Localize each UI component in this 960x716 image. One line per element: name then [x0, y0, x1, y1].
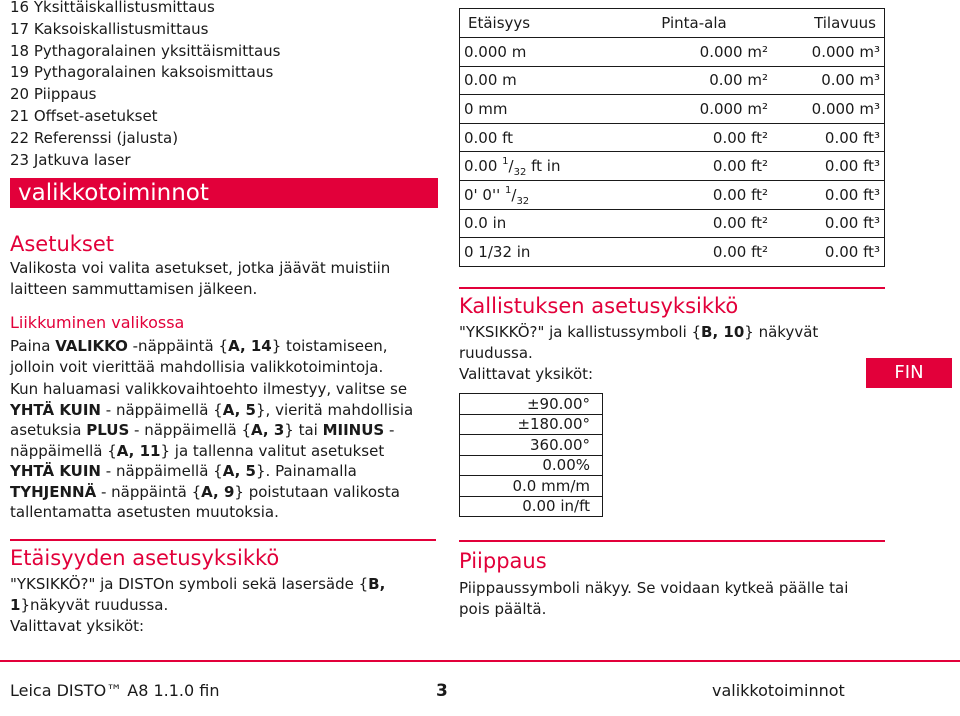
- table-row: [460, 66, 885, 95]
- table-cell: 0.00%: [460, 455, 603, 476]
- fraction-numerator: 1: [505, 184, 512, 196]
- key-ref: A, 14: [228, 337, 272, 355]
- column-header-area: Pinta-ala: [616, 9, 772, 38]
- footer-product: Leica DISTO™ A8 1.1.0 fin: [10, 681, 220, 700]
- text: 0' 0'': [464, 185, 505, 204]
- etaisyys-units-label: Valittavat yksiköt:: [10, 617, 145, 635]
- key-ref: A, 5: [222, 400, 256, 419]
- fraction-denominator: 32: [516, 195, 530, 207]
- text: } tai: [284, 421, 323, 439]
- asetukset-title: Asetukset: [10, 232, 115, 256]
- table-cell: 0.0 mm/m: [460, 476, 603, 497]
- table-row: [460, 180, 885, 209]
- text: ft in: [526, 157, 561, 176]
- table-row: [460, 152, 885, 181]
- piippaus-text: Piippaussymboli näkyy. Se voidaan kytkeä päälle tai pois päältä.: [459, 579, 849, 618]
- text: }, vieritä mahdollisia asetuksia: [10, 400, 414, 439]
- key-name: VALIKKO: [55, 337, 128, 355]
- table-cell: 0.00 ft³: [772, 180, 885, 209]
- table-cell: 0.00 ft³: [772, 238, 885, 267]
- table-cell: 0.000 m³: [772, 95, 885, 124]
- key-ref: B, 10: [701, 323, 745, 341]
- list-item: 18 Pythagoralainen yksittäismittaus: [10, 41, 281, 60]
- footer-section: valikkotoiminnot: [712, 681, 845, 700]
- text: - näppäimellä {: [101, 400, 223, 419]
- text: } toistamiseen, jolloin voit vierittää mahdollisia valikkotoimintoja.: [10, 337, 388, 376]
- page-number: 3: [436, 681, 448, 701]
- text: "YKSIKKÖ?" ja kallistussymboli {: [459, 323, 702, 341]
- list-item: 21 Offset-asetukset: [10, 106, 158, 125]
- text: 0.00: [464, 157, 503, 176]
- section-rule: [10, 539, 436, 541]
- text: - näppäimellä {: [10, 421, 395, 460]
- text: }. Painamalla: [255, 462, 357, 480]
- language-badge: FIN: [866, 358, 952, 388]
- table-header-row: [460, 9, 885, 38]
- text: }näkyvät ruudussa.: [20, 595, 169, 614]
- key-name: MIINUS: [322, 421, 385, 439]
- table-row: [460, 123, 885, 152]
- table-cell: 0.00 ft: [460, 123, 617, 152]
- key-name: PLUS: [86, 421, 130, 439]
- table-row: [460, 394, 603, 415]
- section-heading-bar: valikkotoiminnot: [10, 178, 438, 208]
- table-cell: 0.00 m²: [616, 66, 772, 95]
- key-name: YHTÄ KUIN: [10, 462, 101, 480]
- table-cell: 0.00 in/ft: [460, 496, 603, 517]
- etaisyys-description: [10, 574, 430, 615]
- table-row: [460, 435, 603, 456]
- section-rule: [459, 540, 885, 542]
- table-row: [460, 209, 885, 238]
- key-ref: A, 3: [251, 421, 285, 439]
- piippaus-title: Piippaus: [459, 549, 547, 573]
- table-row: [460, 38, 885, 67]
- table-cell: 360.00°: [460, 435, 603, 456]
- table-cell: 0.000 m: [460, 38, 617, 67]
- text: - näppäimellä {: [101, 462, 223, 480]
- table-row: [460, 476, 603, 497]
- table-cell: 0.00 ft²: [616, 152, 772, 181]
- table-row: [460, 95, 885, 124]
- list-item: 22 Referenssi (jalusta): [10, 128, 179, 147]
- liikkuminen-paragraph-1: [10, 336, 430, 377]
- list-item: 17 Kaksoiskallistusmittaus: [10, 19, 209, 38]
- table-cell: 0.00 m³: [772, 66, 885, 95]
- table-row: [460, 238, 885, 267]
- kallistus-units-label: Valittavat yksiköt:: [459, 365, 594, 383]
- key-name: TYHJENNÄ: [10, 482, 97, 501]
- column-header-distance: Etäisyys: [460, 9, 617, 38]
- table-cell: 0.00 ft³: [772, 123, 885, 152]
- table-cell: 0.0 in: [460, 209, 617, 238]
- footer-rule: [0, 660, 960, 662]
- table-cell: 0.00 ft²: [616, 238, 772, 267]
- table-cell: 0.00 m: [460, 66, 617, 95]
- liikkuminen-paragraph-2: [10, 379, 430, 523]
- tilt-units-table: [459, 393, 603, 517]
- text: - näppäimellä {: [129, 421, 252, 439]
- key-ref: A, 5: [222, 462, 256, 480]
- key-ref: A, 9: [201, 482, 235, 501]
- table-row: [460, 496, 603, 517]
- units-table: [459, 8, 885, 267]
- menu-function-list: [10, 0, 281, 171]
- text: "YKSIKKÖ?" ja DISTOn symboli sekä lasersäde {: [10, 575, 369, 593]
- table-row: [460, 414, 603, 435]
- table-cell: 0 mm: [460, 95, 617, 124]
- table-cell: 0.000 m³: [772, 38, 885, 67]
- text: -näppäintä {: [127, 337, 229, 355]
- fraction-denominator: 32: [513, 167, 527, 179]
- table-cell: 0.00 $^1/_{32}$ ft in: [460, 152, 617, 181]
- section-rule: [459, 287, 885, 289]
- asetukset-intro: Valikosta voi valita asetukset, jotka jäävät muistiin laitteen sammuttamisen jälkeen.: [10, 259, 391, 298]
- text: Kun haluamasi valikkovaihtoehto ilmestyy, valitse se: [10, 380, 408, 398]
- kallistus-description: [459, 322, 879, 363]
- table-cell: ±180.00°: [460, 414, 603, 435]
- text: - näppäintä {: [96, 482, 202, 501]
- table-cell: 0' 0'' $^1/_{32}$: [460, 180, 617, 209]
- column-header-volume: Tilavuus: [772, 9, 885, 38]
- list-item: 16 Yksittäiskallistusmittaus: [10, 0, 215, 16]
- text: } näkyvät ruudussa.: [459, 323, 819, 362]
- table-cell: 0 1/32 in: [460, 238, 617, 267]
- fraction-numerator: 1: [502, 156, 509, 168]
- table-cell: 0.00 ft²: [616, 123, 772, 152]
- table-cell: 0.000 m²: [616, 38, 772, 67]
- table-cell: 0.00 ft³: [772, 152, 885, 181]
- liikkuminen-title: Liikkuminen valikossa: [10, 313, 185, 332]
- table-cell: 0.000 m²: [616, 95, 772, 124]
- table-cell: 0.00 ft²: [616, 209, 772, 238]
- table-cell: ±90.00°: [526, 394, 590, 413]
- key-name: YHTÄ KUIN: [10, 400, 101, 419]
- text: Paina: [10, 337, 56, 355]
- table-cell: 0.00 ft³: [772, 209, 885, 238]
- list-item: 19 Pythagoralainen kaksoismittaus: [10, 63, 274, 82]
- etaisyys-title: Etäisyyden asetusyksikkö: [10, 546, 280, 570]
- text: } ja tallenna valitut asetukset: [160, 441, 385, 460]
- text: } poistutaan valikosta tallentamatta asetusten muutoksia.: [10, 482, 400, 521]
- table-row: [460, 455, 603, 476]
- kallistus-title: Kallistuksen asetusyksikkö: [459, 294, 739, 318]
- table-cell: 0.00 ft²: [616, 180, 772, 209]
- list-item: 23 Jatkuva laser: [10, 150, 131, 169]
- list-item: 20 Piippaus: [10, 85, 97, 104]
- key-ref: A, 11: [116, 441, 161, 460]
- key-ref: B, 1: [10, 575, 386, 614]
